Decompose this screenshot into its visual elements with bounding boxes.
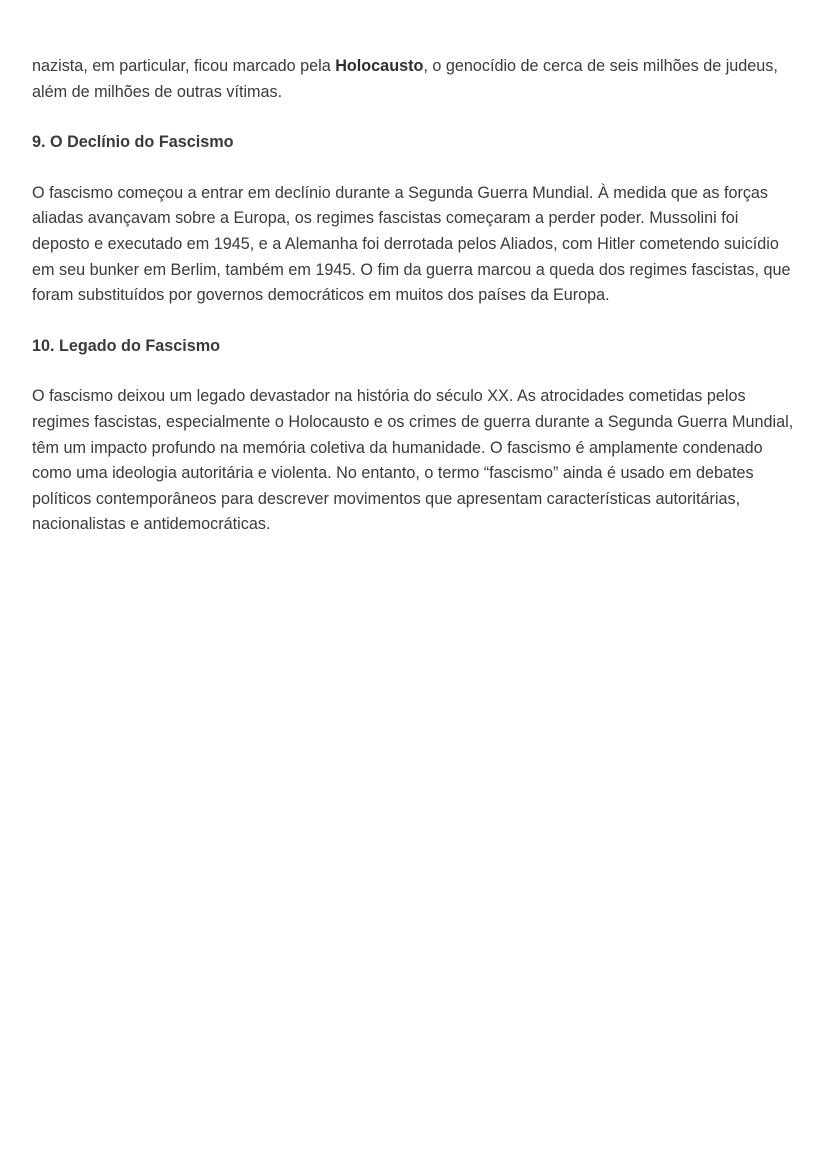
intro-paragraph bbox=[32, 54, 798, 105]
intro-text-before: nazista, em particular, ficou marcado pela bbox=[32, 57, 336, 75]
section-body-legado: O fascismo deixou um legado devastador na história do século XX. As atrocidades cometidas pelos regimes fascistas, especialmente o Holocausto e os crimes de guerra durante a Segunda Guerra Mundial, têm um impacto profundo na memória coletiva da humanidade. O fascismo é amplamente condenado como uma ideologia autoritária e violenta. No entanto, o termo “fascismo” ainda é usado em debates políticos contemporâneos para descrever movimentos que apresentam características autoritárias, nacionalistas e antidemocráticas. bbox=[32, 387, 794, 534]
section-heading-legado: 10. Legado do Fascismo bbox=[32, 336, 221, 355]
section-heading-declinio: 9. O Declínio do Fascismo bbox=[32, 133, 234, 152]
holocausto-bold-term: Holocausto bbox=[335, 57, 424, 75]
section-body-declinio: O fascismo começou a entrar em declínio durante a Segunda Guerra Mundial. À medida que as forças aliadas avançavam sobre a Europa, os regimes fascistas começaram a perder poder. Mussolini foi deposto e executado em 1945, e a Alemanha foi derrotada pelos Aliados, com Hitler cometendo suicídio em seu bunker em Berlim, também em 1945. O fim da guerra marcou a queda dos regimes fascistas, que foram substituídos por governos democráticos em muitos dos países da Europa. bbox=[32, 183, 791, 305]
intro-text-after: , o genocídio de cerca de seis milhões de judeus, além de milhões de outras vítimas. bbox=[32, 57, 778, 101]
